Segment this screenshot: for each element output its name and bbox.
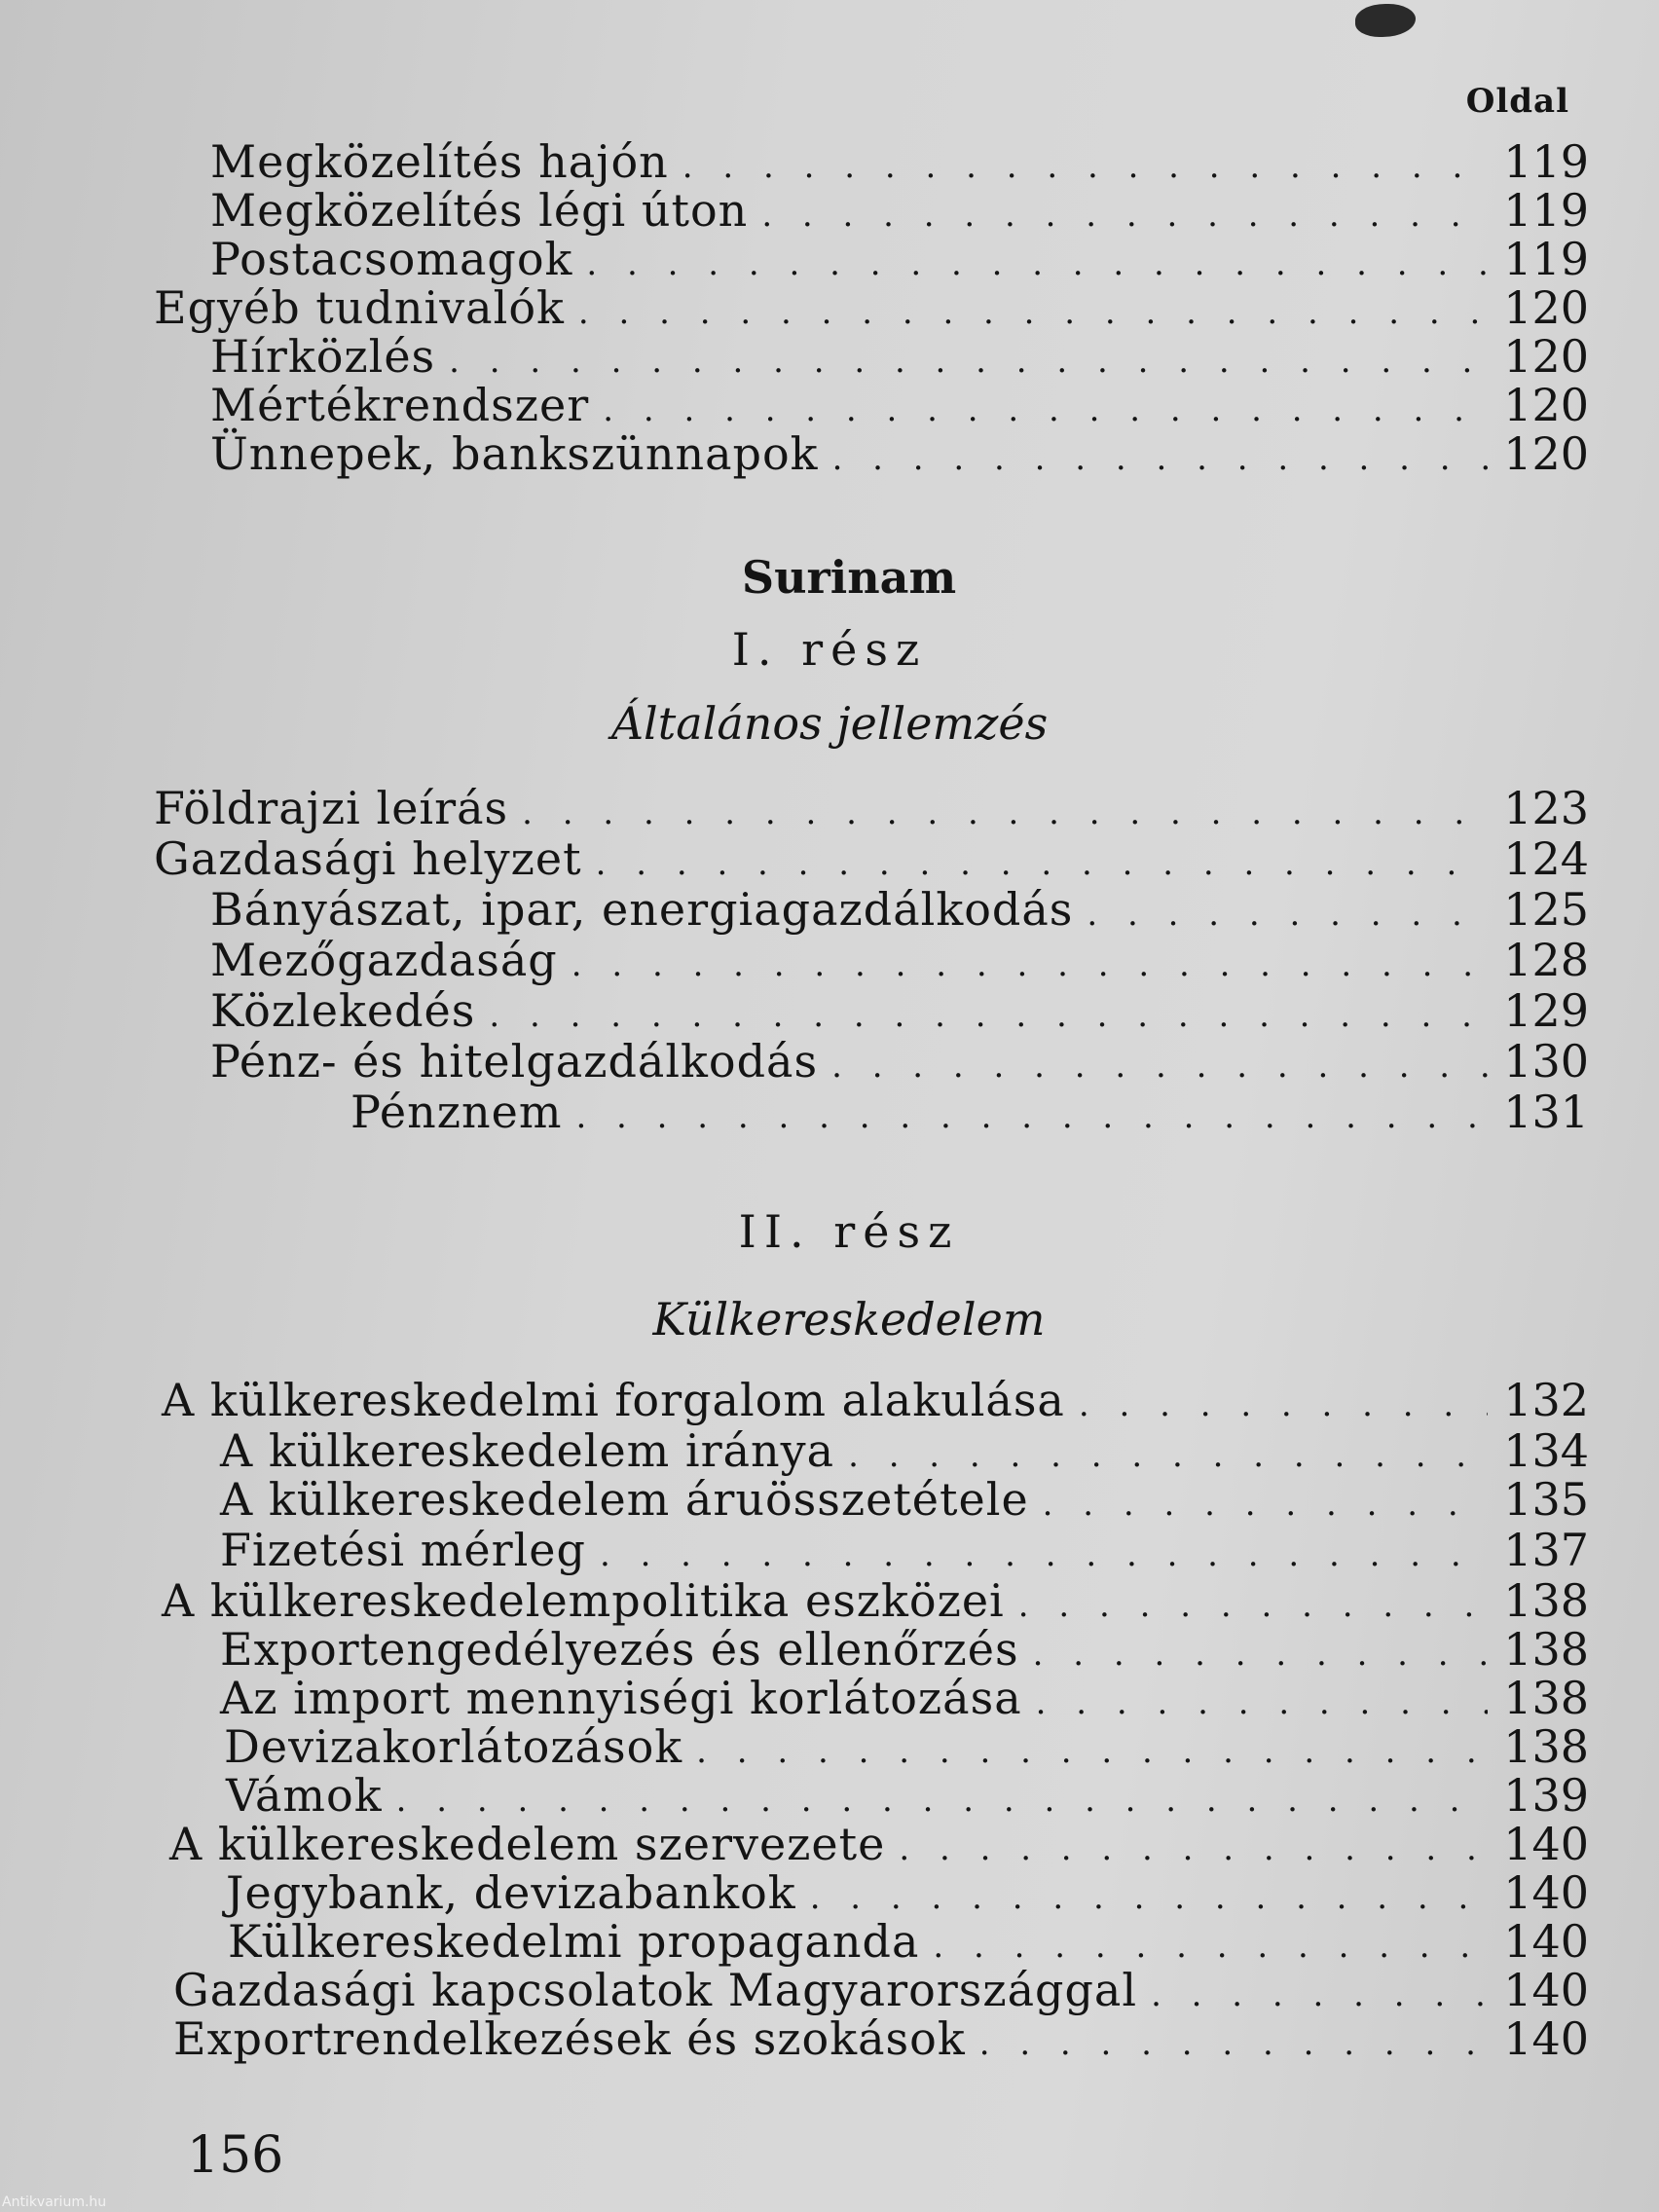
page-number: 156 <box>187 2126 284 2185</box>
toc-entry <box>154 833 1589 884</box>
toc-entry <box>210 1036 1589 1087</box>
leader-dots <box>1079 1380 1488 1430</box>
toc-entry <box>228 1916 1589 1967</box>
toc-entry <box>226 1867 1589 1918</box>
toc-entry-page: 140 <box>1503 1915 1589 1968</box>
toc-entry-label: A külkereskedelmi forgalom alakulása <box>162 1374 1065 1426</box>
toc-entry-label: Postacsomagok <box>210 233 573 285</box>
toc-entry <box>350 1087 1589 1137</box>
toc-entry-label: Devizakorlátozások <box>224 1720 683 1773</box>
toc-entry <box>162 1575 1589 1626</box>
toc-entry <box>210 985 1589 1036</box>
toc-entry <box>224 1721 1589 1772</box>
part-subheading: Külkereskedelem <box>652 1293 1046 1346</box>
toc-entry <box>220 1525 1589 1575</box>
toc-entry-page: 119 <box>1503 135 1589 188</box>
toc-entry-label: A külkereskedelem áruösszetétele <box>220 1473 1029 1526</box>
toc-entry-label: Bányászat, ipar, energiagazdálkodás <box>210 883 1074 936</box>
toc-entry-page: 134 <box>1503 1424 1589 1477</box>
toc-entry-label: Földrajzi leírás <box>154 782 509 834</box>
toc-entry <box>210 935 1589 985</box>
toc-entry-page: 124 <box>1503 832 1589 885</box>
toc-entry-page: 140 <box>1503 1866 1589 1919</box>
leader-dots <box>522 788 1488 838</box>
toc-entry-page: 138 <box>1503 1574 1589 1627</box>
toc-entry-label: Jegybank, devizabankok <box>226 1866 796 1919</box>
toc-entry-label: Gazdasági helyzet <box>154 832 582 885</box>
toc-entry-page: 125 <box>1503 883 1589 936</box>
toc-entry <box>154 783 1589 833</box>
toc-entry-page: 137 <box>1503 1524 1589 1576</box>
toc-entry-label: Egyéb tudnivalók <box>154 281 565 334</box>
toc-entry-page: 119 <box>1503 184 1589 237</box>
toc-entry-label: A külkereskedelem iránya <box>220 1424 835 1477</box>
toc-entry-label: Mezőgazdaság <box>210 934 558 986</box>
leader-dots <box>979 2018 1488 2069</box>
toc-entry-page: 119 <box>1503 233 1589 285</box>
toc-entry-page: 140 <box>1503 2012 1589 2065</box>
toc-entry-label: Ünnepek, bankszünnapok <box>210 427 819 480</box>
page-column-label: Oldal <box>1465 82 1569 121</box>
toc-entry <box>210 234 1589 284</box>
toc-entry-page: 120 <box>1503 379 1589 431</box>
toc-entry-page: 140 <box>1503 1818 1589 1870</box>
part-heading: II. rész <box>738 1205 960 1258</box>
toc-entry-page: 140 <box>1503 1964 1589 2016</box>
toc-entry <box>220 1624 1589 1675</box>
toc-entry <box>154 282 1589 333</box>
toc-entry-page: 138 <box>1503 1720 1589 1773</box>
part-subheading: Általános jellemzés <box>610 697 1049 750</box>
toc-entry-page: 132 <box>1503 1374 1589 1426</box>
toc-entry-label: Mértékrendszer <box>210 379 590 431</box>
leader-dots <box>1087 889 1488 940</box>
leader-dots <box>600 1530 1488 1580</box>
toc-entry <box>220 1474 1589 1525</box>
leader-dots <box>831 1041 1488 1091</box>
toc-entry-page: 120 <box>1503 281 1589 334</box>
toc-entry <box>210 331 1589 382</box>
toc-entry-label: Pénznem <box>350 1086 563 1138</box>
toc-entry-label: Exportengedélyezés és ellenőrzés <box>220 1623 1019 1676</box>
leader-dots <box>596 838 1488 889</box>
leader-dots <box>832 433 1488 484</box>
toc-entry-page: 120 <box>1503 427 1589 480</box>
toc-entry-label: Pénz- és hitelgazdálkodás <box>210 1035 819 1088</box>
toc-entry <box>220 1425 1589 1476</box>
toc-entry-page: 130 <box>1503 1035 1589 1088</box>
part-heading: I. rész <box>731 623 928 676</box>
toc-entry <box>210 380 1589 430</box>
toc-entry-label: Megközelítés hajón <box>210 135 669 188</box>
toc-entry <box>210 428 1589 479</box>
toc-entry-label: A külkereskedelem szervezete <box>169 1818 886 1870</box>
ink-blot <box>1355 4 1416 37</box>
toc-entry-label: Hírközlés <box>210 330 436 383</box>
leader-dots <box>571 940 1488 990</box>
toc-entry-label: Vámok <box>226 1769 383 1822</box>
toc-entry-label: Az import mennyiségi korlátozása <box>220 1672 1022 1724</box>
toc-entry <box>173 1965 1589 2015</box>
leader-dots <box>489 990 1488 1041</box>
toc-entry-page: 138 <box>1503 1672 1589 1724</box>
toc-entry-page: 129 <box>1503 984 1589 1037</box>
toc-entry-page: 135 <box>1503 1473 1589 1526</box>
leader-dots <box>575 1091 1488 1142</box>
leader-dots <box>1043 1479 1488 1530</box>
toc-entry <box>210 884 1589 935</box>
toc-entry <box>169 1819 1589 1869</box>
toc-entry-label: A külkereskedelempolitika eszközei <box>162 1574 1005 1627</box>
toc-entry <box>162 1375 1589 1425</box>
toc-entry-page: 120 <box>1503 330 1589 383</box>
toc-entry-page: 131 <box>1503 1086 1589 1138</box>
toc-entry-label: Exportrendelkezések és szokások <box>173 2012 966 2065</box>
toc-entry-label: Gazdasági kapcsolatok Magyarországgal <box>173 1964 1138 2016</box>
toc-entry-page: 128 <box>1503 934 1589 986</box>
toc-entry-label: Megközelítés légi úton <box>210 184 749 237</box>
toc-entry-label: Közlekedés <box>210 984 476 1037</box>
toc-entry-label: Külkereskedelmi propaganda <box>228 1915 920 1968</box>
toc-entry-page: 138 <box>1503 1623 1589 1676</box>
watermark: Antikvarium.hu <box>2 2194 107 2210</box>
toc-entry-page: 123 <box>1503 782 1589 834</box>
country-heading: Surinam <box>741 551 957 604</box>
toc-entry-label: Fizetési mérleg <box>220 1524 586 1576</box>
toc-entry <box>226 1770 1589 1821</box>
toc-entry-page: 139 <box>1503 1769 1589 1822</box>
toc-entry <box>210 185 1589 236</box>
toc-entry <box>220 1673 1589 1723</box>
toc-entry <box>173 2013 1589 2064</box>
toc-entry <box>210 136 1589 187</box>
